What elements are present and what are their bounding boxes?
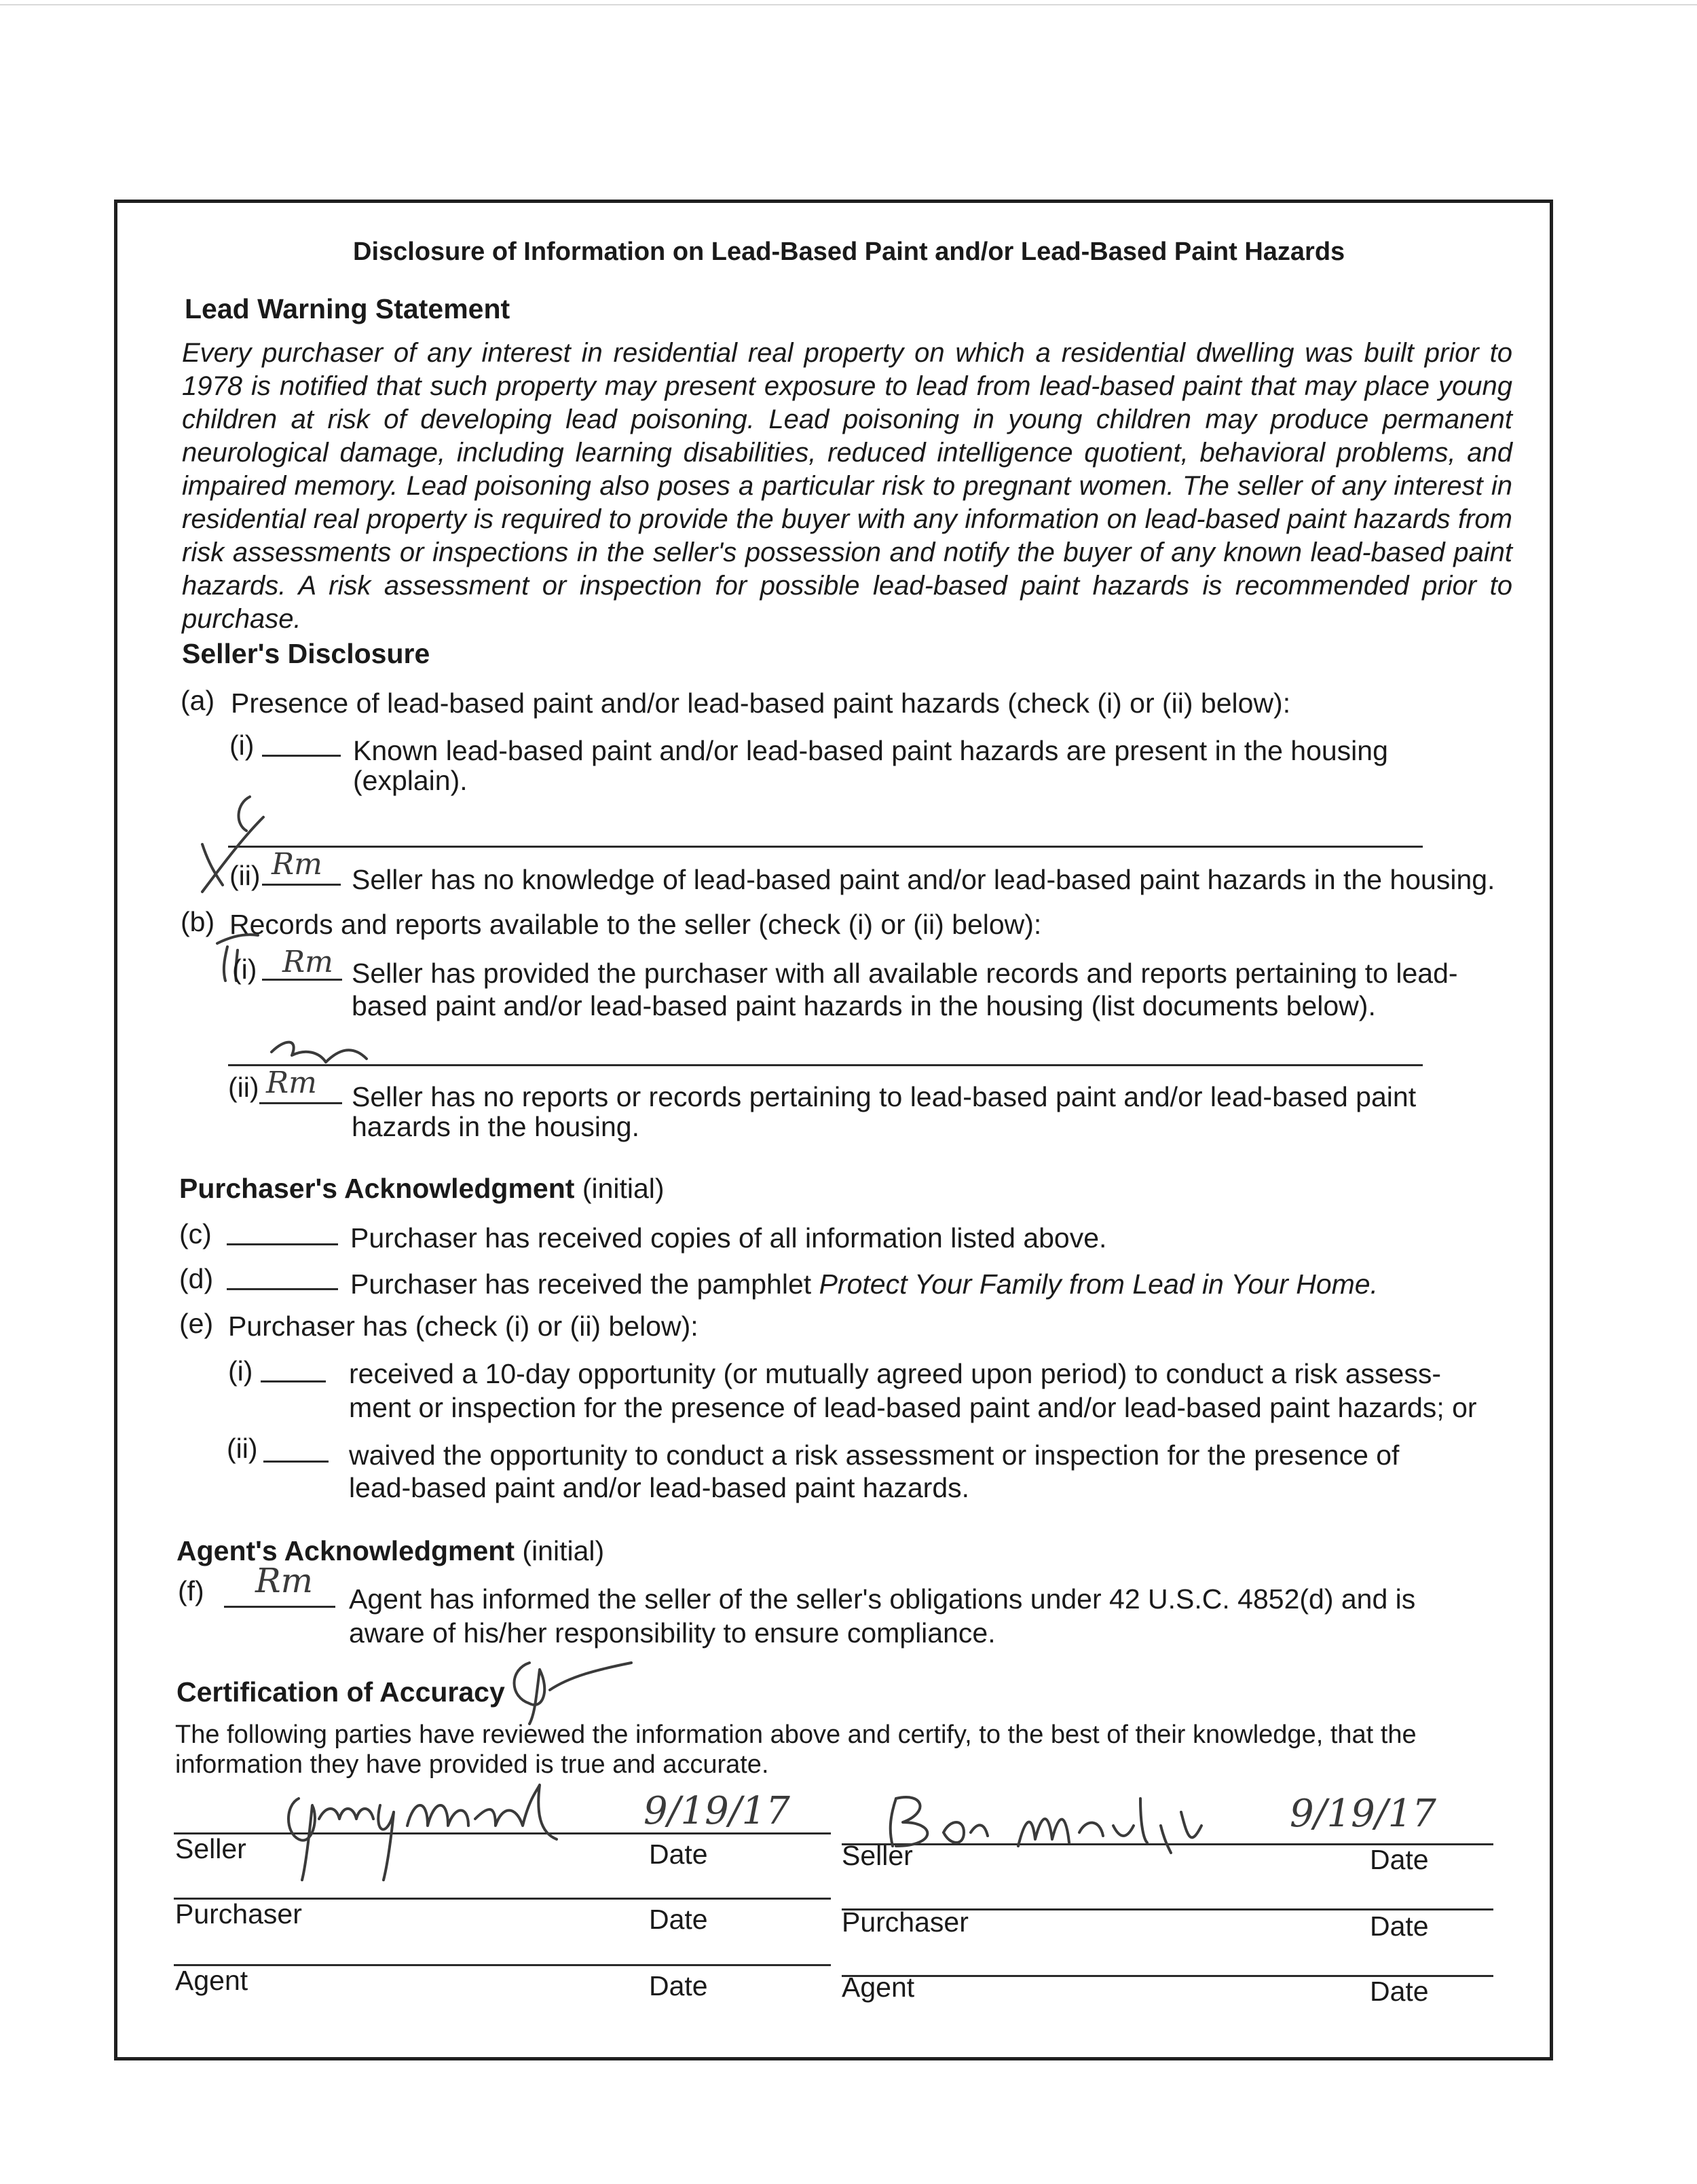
item-b-ii-blank[interactable] xyxy=(259,1102,342,1104)
lead-warning-heading: Lead Warning Statement xyxy=(185,293,510,324)
item-b-i-text-1: Seller has provided the purchaser with all available records and reports pertaining to lead- xyxy=(352,958,1458,989)
seller-disclosure-heading: Seller's Disclosure xyxy=(182,638,430,669)
item-f-label: (f) xyxy=(178,1575,204,1606)
item-b-ii-text-1: Seller has no reports or records pertaining to lead-based paint and/or lead-based paint xyxy=(352,1081,1417,1112)
item-b-i-initials: Rm xyxy=(282,945,333,979)
item-b-ii-label: (ii) xyxy=(228,1072,259,1103)
item-e-ii-blank[interactable] xyxy=(263,1461,329,1463)
item-a-i-text-1: Known lead-based paint and/or lead-based paint hazards are present in the housing xyxy=(353,735,1388,766)
item-f-initials: Rm xyxy=(255,1561,314,1600)
item-a-i-label: (i) xyxy=(229,730,255,761)
purchaser-ack-note: (initial) xyxy=(582,1173,665,1204)
item-e-i-text-1: received a 10-day opportunity (or mutually agreed upon period) to conduct a risk assess- xyxy=(349,1358,1441,1389)
item-d-text: Purchaser has received the pamphlet xyxy=(350,1268,812,1300)
item-a-ii-text: Seller has no knowledge of lead-based paint and/or lead-based paint hazards in the housing. xyxy=(352,864,1495,895)
agent-1-label: Agent xyxy=(175,1965,248,1996)
item-a-ii-label: (ii) xyxy=(229,860,261,891)
seller-1-date-value: 9/19/17 xyxy=(644,1789,790,1833)
agent-ack-title: Agent's Acknowledgment xyxy=(176,1535,515,1566)
seller-2-date-label: Date xyxy=(1370,1844,1429,1875)
certification-text-2: information they have provided is true and accurate. xyxy=(175,1750,769,1779)
item-b-label: (b) xyxy=(181,906,215,937)
item-e-ii-text-1: waived the opportunity to conduct a risk assessment or inspection for the presence of xyxy=(349,1439,1400,1471)
item-e-ii-text-2: lead-based paint and/or lead-based paint hazards. xyxy=(349,1472,970,1503)
item-b-i-text-2: based paint and/or lead-based paint hazards in the housing (list documents below). xyxy=(352,990,1376,1021)
agent-1-signature-line[interactable] xyxy=(174,1964,831,1966)
purchaser-1-date-label: Date xyxy=(649,1904,708,1935)
agent-2-date-label: Date xyxy=(1370,1976,1429,2007)
item-d-blank[interactable] xyxy=(227,1288,338,1290)
item-e-i-text-2: ment or inspection for the presence of lead-based paint and/or lead-based paint hazards; or xyxy=(349,1392,1477,1423)
seller-1-date-label: Date xyxy=(649,1839,708,1870)
seller-2-signature xyxy=(882,1785,1235,1860)
explain-line[interactable] xyxy=(228,846,1423,848)
agent-1-date-label: Date xyxy=(649,1970,708,2001)
item-d-text-wrap xyxy=(350,1268,1378,1300)
item-e-text: Purchaser has (check (i) or (ii) below): xyxy=(228,1311,698,1342)
item-c-blank[interactable] xyxy=(227,1243,338,1245)
item-a-ii-initials: Rm xyxy=(272,847,322,882)
form-title: Disclosure of Information on Lead-Based Paint and/or Lead-Based Paint Hazards xyxy=(353,238,1345,266)
item-f-blank[interactable] xyxy=(224,1606,335,1608)
lead-warning-text: Every purchaser of any interest in residential real property on which a residential dwelling was built prior to 1978 is notified that such property may present exposure to lead from lead-based paint that may place young children at risk of developing lead poisoning. Lead poisoning in young children may produce permanent neurological damage, including learning disabilities, reduced intelligence quotient, behavioral problems, and impaired memory. Lead poisoning also poses a particular risk to pregnant women. The seller of any interest in residential real property is required to provide the buyer with any information on lead-based paint hazards from risk assessments or inspections in the seller's possession and notify the buyer of any known lead-based paint hazards. A risk assessment or inspection for possible lead-based paint hazards is recommended prior to purchase. xyxy=(182,338,1512,634)
item-a-text: Presence of lead-based paint and/or lead-based paint hazards (check (i) or (ii) below): xyxy=(231,688,1291,719)
scan-top-edge xyxy=(0,4,1697,5)
seller-1-label: Seller xyxy=(175,1833,246,1864)
item-f-text-1: Agent has informed the seller of the seller's obligations under 42 U.S.C. 4852(d) and is xyxy=(349,1583,1416,1615)
item-a-ii-blank[interactable] xyxy=(262,884,341,886)
item-c-label: (c) xyxy=(179,1218,212,1249)
purchaser-1-label: Purchaser xyxy=(175,1898,302,1929)
item-c-text: Purchaser has received copies of all information listed above. xyxy=(350,1222,1107,1254)
agent-ack-heading xyxy=(176,1535,604,1567)
purchaser-ack-title: Purchaser's Acknowledgment xyxy=(179,1173,575,1204)
item-a-i-text-2: (explain). xyxy=(353,765,468,796)
item-f-text-2: aware of his/her responsibility to ensure compliance. xyxy=(349,1617,996,1649)
handwritten-initials-certification xyxy=(502,1649,638,1731)
item-a-label: (a) xyxy=(181,685,215,716)
item-b-i-label: (i) xyxy=(232,954,257,985)
item-d-pamphlet-title: Protect Your Family from Lead in Your Home. xyxy=(819,1268,1379,1300)
item-a-i-blank[interactable] xyxy=(262,755,341,757)
agent-2-label: Agent xyxy=(842,1972,915,2003)
seller-2-label: Seller xyxy=(842,1840,913,1871)
certification-heading: Certification of Accuracy xyxy=(176,1676,505,1708)
purchaser-2-label: Purchaser xyxy=(842,1906,969,1938)
certification-text-1: The following parties have reviewed the information above and certify, to the best of their knowledge, that the xyxy=(175,1720,1417,1749)
purchaser-ack-heading xyxy=(179,1173,665,1205)
item-b-ii-initials: Rm xyxy=(266,1066,317,1100)
seller-2-date-value: 9/19/17 xyxy=(1290,1792,1436,1836)
documents-line[interactable] xyxy=(228,1064,1423,1066)
item-e-i-label: (i) xyxy=(228,1355,253,1387)
item-e-ii-label: (ii) xyxy=(227,1433,258,1464)
item-d-label: (d) xyxy=(179,1263,214,1294)
agent-ack-note: (initial) xyxy=(522,1535,605,1566)
item-b-text: Records and reports available to the seller (check (i) or (ii) below): xyxy=(229,909,1042,940)
item-e-i-blank[interactable] xyxy=(261,1380,326,1382)
seller-1-signature xyxy=(272,1778,624,1887)
purchaser-2-date-label: Date xyxy=(1370,1910,1429,1942)
item-e-label: (e) xyxy=(179,1308,214,1339)
item-b-ii-text-2: hazards in the housing. xyxy=(352,1111,639,1142)
